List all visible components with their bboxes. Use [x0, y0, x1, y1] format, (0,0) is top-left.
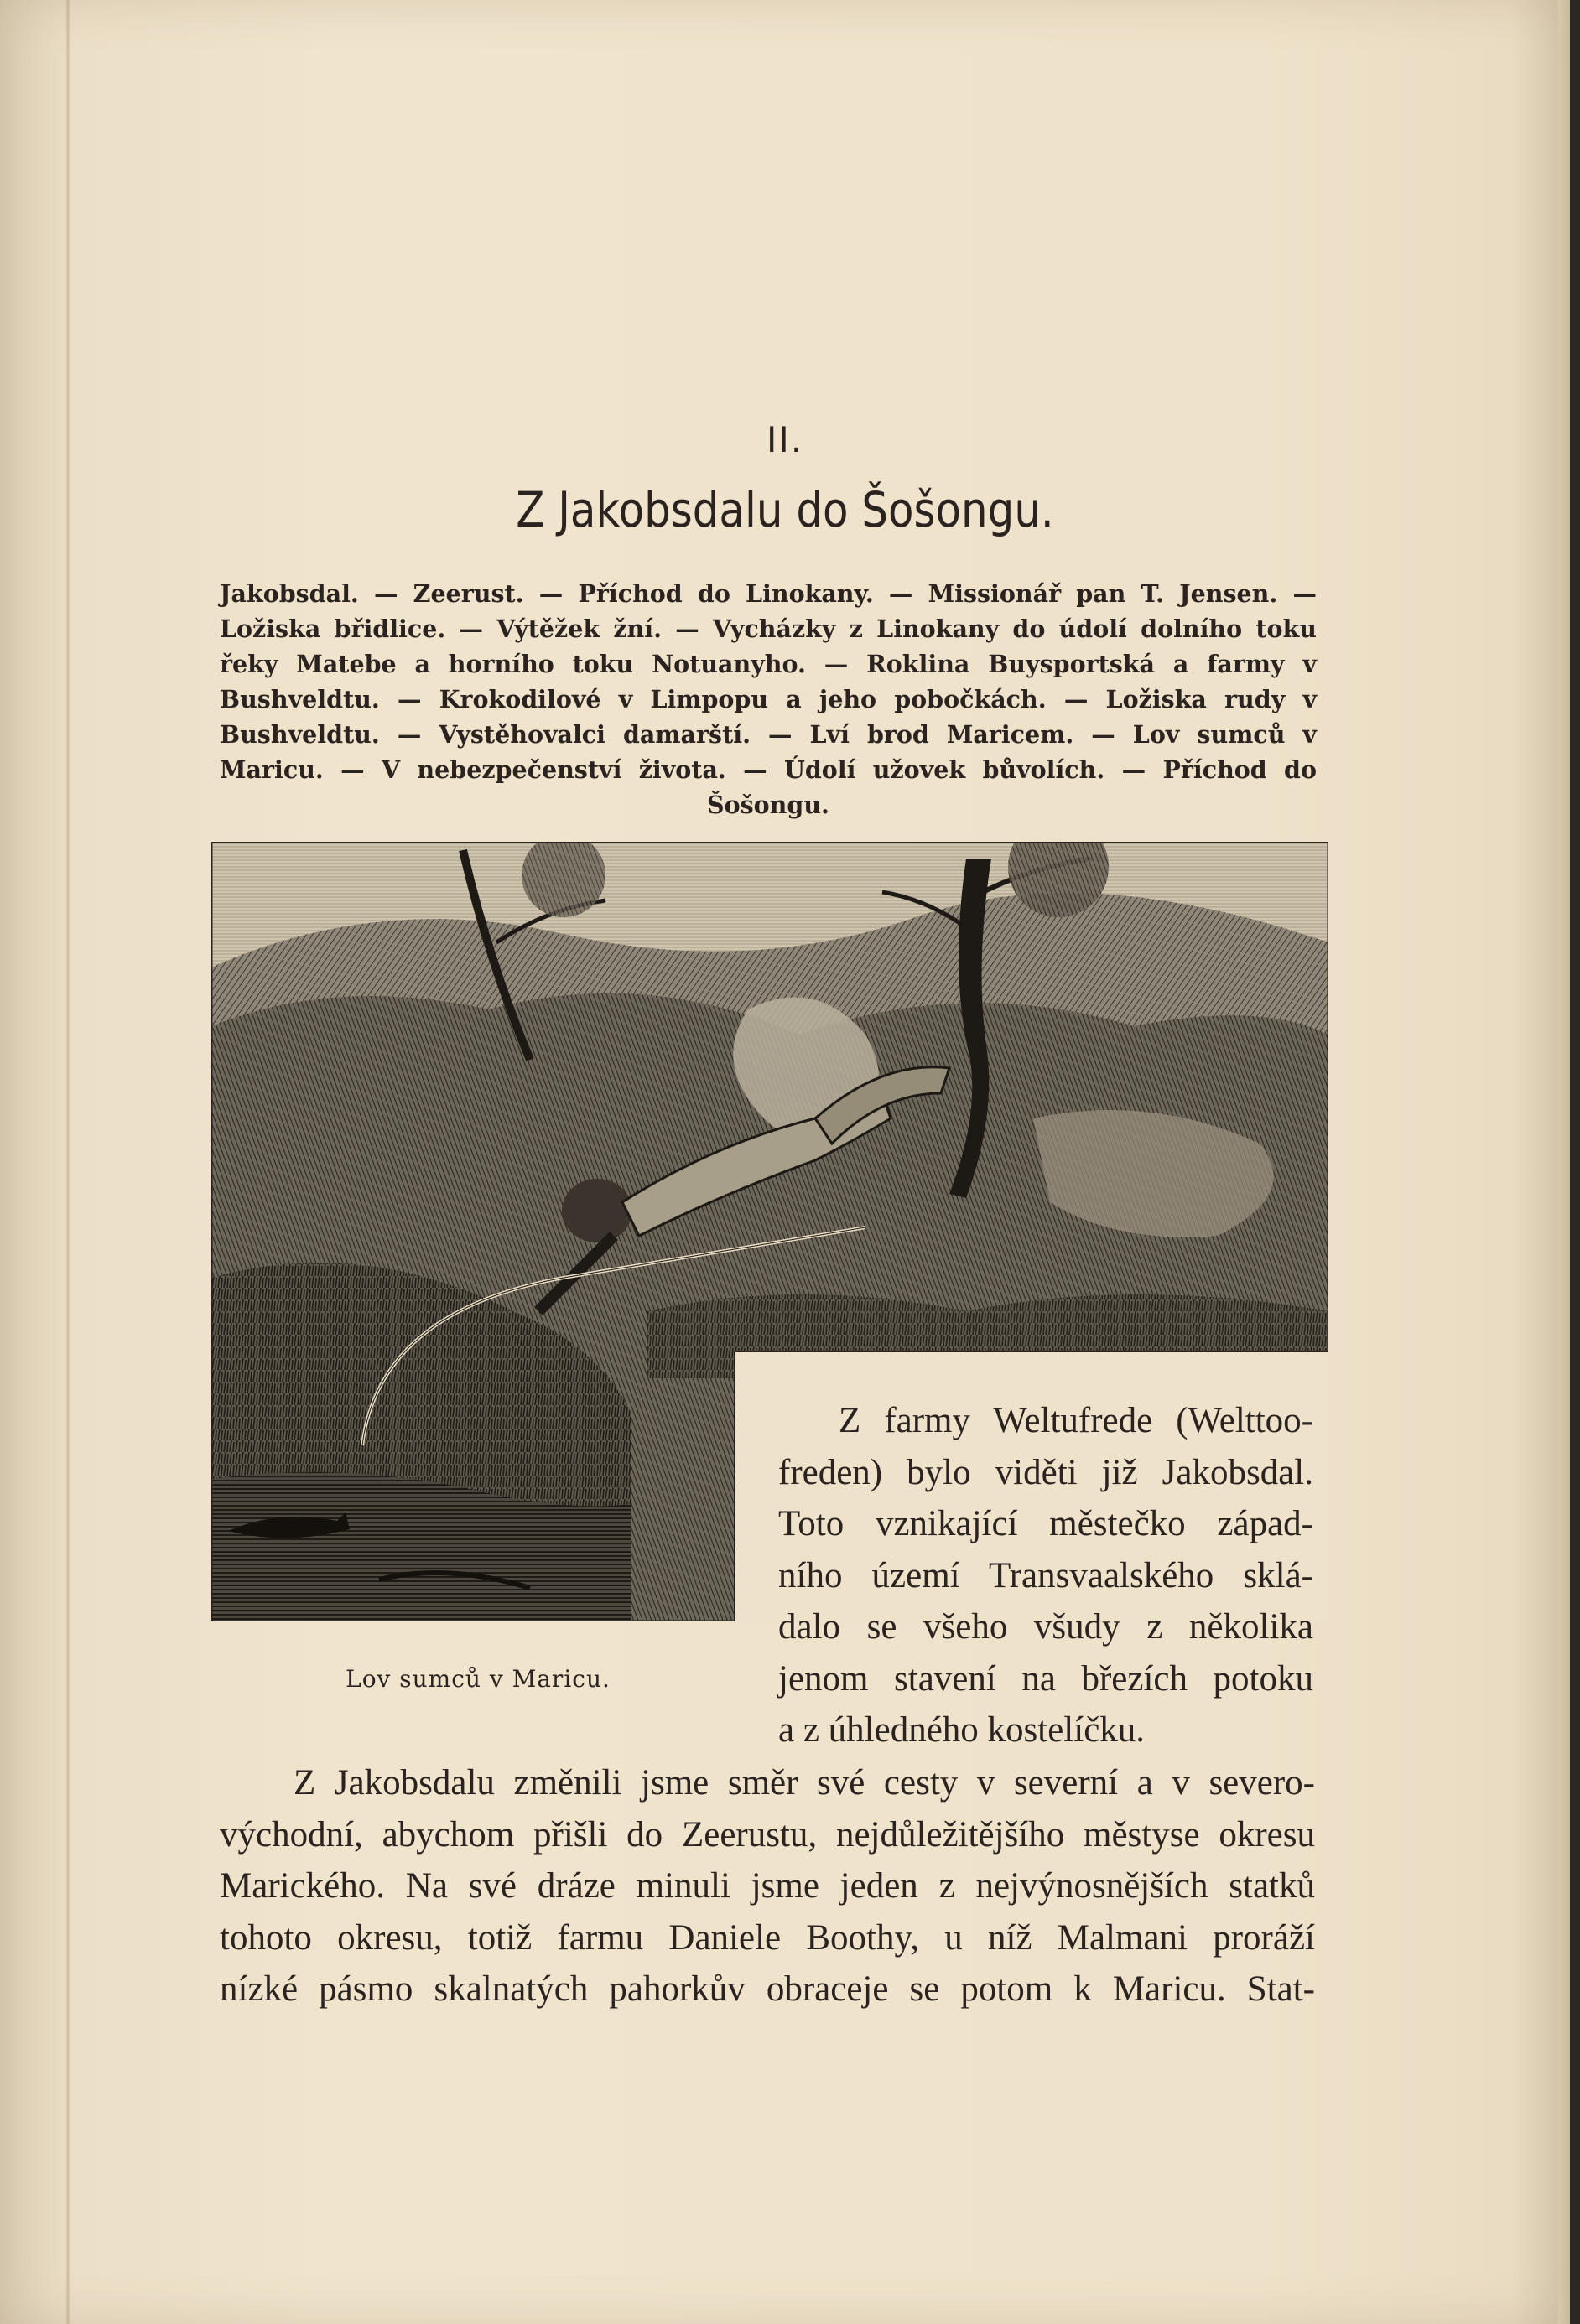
body-line: Z Jakobsdalu změnili jsme směr své cesty v severní a v severo- — [294, 1763, 1315, 1803]
side-paragraph — [778, 1395, 1313, 1756]
chapter-title: Z Jakobsdalu do Šošongu. — [516, 481, 1054, 538]
side-line: Toto vznikající městečko západ- — [778, 1504, 1313, 1543]
page-edge — [1558, 0, 1570, 2324]
side-line: jenom stavení na březích potoku — [778, 1658, 1313, 1699]
side-line: Z farmy Weltufrede (Welttoo- — [839, 1401, 1313, 1440]
chapter-number: II. — [766, 419, 804, 460]
side-line: ního území Transvaalského sklá- — [778, 1555, 1313, 1595]
body-paragraph — [220, 1757, 1315, 2015]
page-gutter — [65, 0, 70, 2324]
side-line: a z úhledného kostelíčku. — [778, 1710, 1146, 1750]
body-line: východní, abychom přišli do Zeerustu, nejdůležitějšího městyse okresu — [220, 1814, 1315, 1855]
illustration-caption: Lov sumců v Maricu. — [346, 1665, 611, 1693]
body-line: tohoto okresu, totiž farmu Daniele Boothy, u níž Malmani proráží — [220, 1917, 1315, 1958]
body-line: Marického. Na své dráze minuli jsme jeden z nejvýnosnějších statků — [220, 1866, 1315, 1906]
chapter-summary: Jakobsdal. — Zeerust. — Příchod do Linokany. — Missionář pan T. Jensen. — Ložiska břidlice. — Výtěžek žní. — Vycházky z Linokany do údolí dolního toku řeky Matebe a horního toku Notuanyho. — Roklina Buysportská a farmy v Bushveldtu. — Krokodilové v Limpopu a jeho pobočkách. — Ložiska rudy v Bushveldtu. — Vystěhovalci damarští. — Lví brod Maricem. — Lov sumců v Maricu. — V nebezpečenství života. — Údolí užovek bůvolích. — Příchod do Šošongu. — [220, 579, 1317, 819]
body-line: nízké pásmo skalnatých pahorkův obraceje se potom k Maricu. Stat- — [220, 1969, 1315, 2009]
side-line: dalo se všeho všudy z několika — [778, 1607, 1313, 1647]
side-line: freden) bylo viděti již Jakobsdal. — [778, 1452, 1313, 1492]
